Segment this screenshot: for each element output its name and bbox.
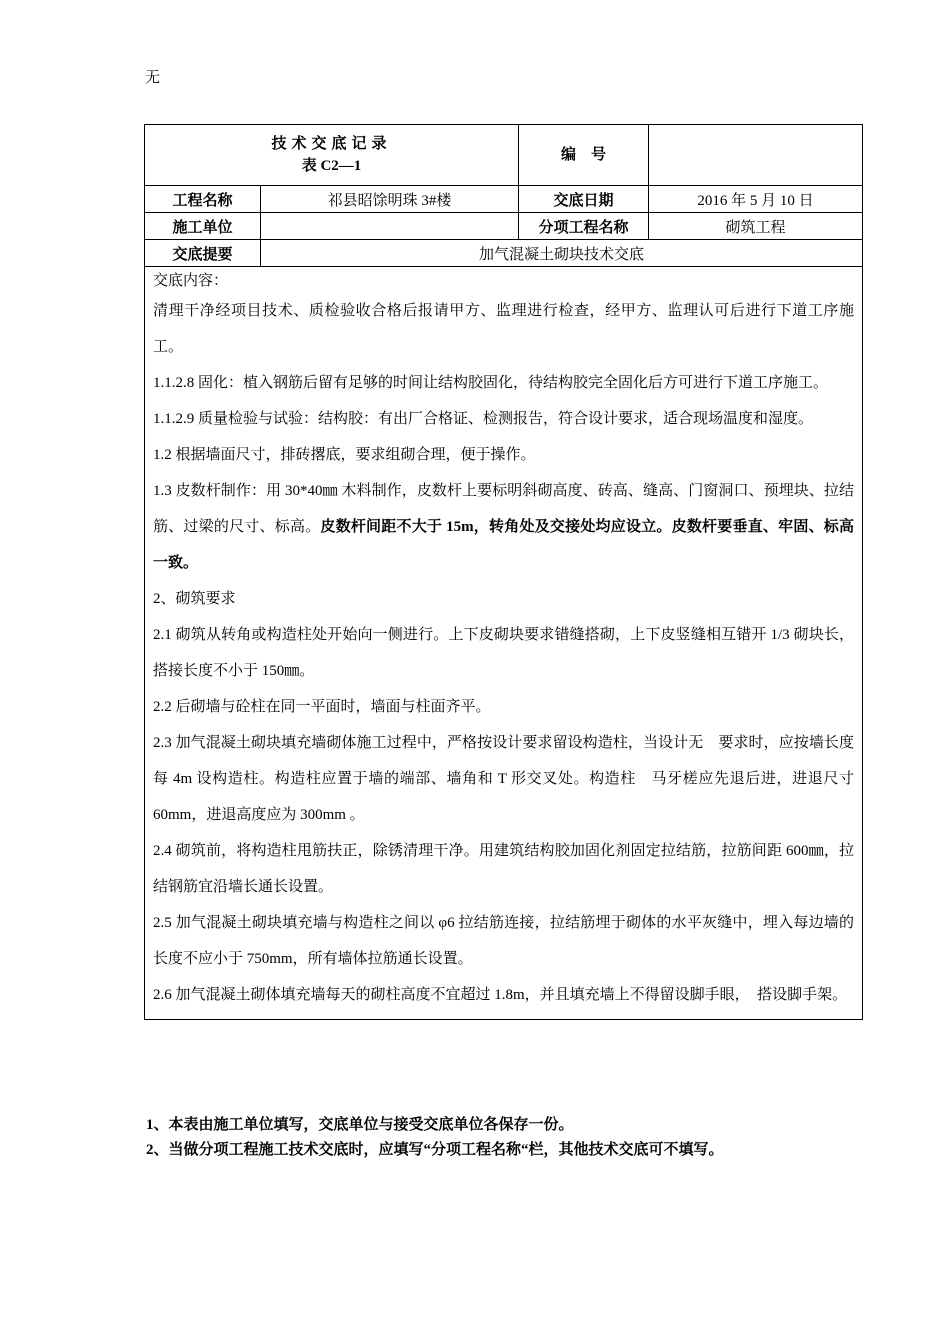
note-item: 1、本表由施工单位填写，交底单位与接受交底单位各保存一份。: [146, 1117, 574, 1133]
tech-briefing-form: [144, 124, 863, 1020]
form-notes: [146, 1113, 724, 1163]
summary-label: 交底提要: [145, 240, 261, 267]
summary-value[interactable]: 加气混凝土砌块技术交底: [261, 240, 863, 267]
content-paragraph: [153, 473, 854, 581]
unit-label: 施工单位: [145, 213, 261, 240]
form-title: 技术交底记录: [271, 136, 392, 152]
number-label: 编 号: [519, 125, 649, 186]
content-heading: 交底内容：: [153, 273, 229, 289]
content-paragraph: 2.6 加气混凝土砌体填充墙每天的砌柱高度不宜超过 1.8m，并且填充墙上不得留设脚手眼， 搭设脚手架。: [153, 987, 848, 1003]
section-heading: 2、砌筑要求: [153, 591, 236, 607]
sub-project-label: 分项工程名称: [519, 213, 649, 240]
note-item: 2、当做分项工程施工技术交底时，应填写“分项工程名称“栏，其他技术交底可不填写。: [146, 1142, 724, 1158]
content-paragraph: 1.2 根据墙面尺寸，排砖撂底，要求组砌合理，便于操作。: [153, 447, 536, 463]
number-value[interactable]: [649, 125, 863, 186]
content-paragraph: 2.5 加气混凝土砌块填充墙与构造柱之间以 φ6 拉结筋连接，拉结筋埋于砌体的水平灰缝中，埋入每边墙的长度不应小于 750mm，所有墙体拉筋通长设置。: [153, 915, 855, 967]
corner-text: 无: [145, 70, 161, 86]
project-name-label: 工程名称: [145, 186, 261, 213]
content-text: 1.3 皮数杆制作：用 30*40㎜ 木料制作，皮数杆上要标明斜砌高度、砖高、缝高、门窗洞口、预埋块、拉结筋、过梁的尺寸、标高。: [153, 483, 855, 535]
content-paragraph: 2.4 砌筑前，将构造柱甩筋扶正，除锈清理干净。用建筑结构胶加固化剂固定拉结筋，拉筋间距 600㎜，拉结钢筋宜沿墙长通长设置。: [153, 843, 855, 895]
date-label: 交底日期: [519, 186, 649, 213]
briefing-content: [145, 267, 863, 1020]
content-paragraph: 1.1.2.9 质量检验与试验：结构胶：有出厂合格证、检测报告，符合设计要求，适合现场温度和湿度。: [153, 411, 814, 427]
form-title-cell: [145, 125, 519, 186]
content-paragraph: 清理干净经项目技术、质检验收合格后报请甲方、监理进行检查，经甲方、监理认可后进行下道工序施工。: [153, 303, 855, 355]
unit-value[interactable]: [261, 213, 519, 240]
content-paragraph: 2.2 后砌墙与砼柱在同一平面时，墙面与柱面齐平。: [153, 699, 491, 715]
project-name-value[interactable]: 祁县昭馀明珠 3#楼: [261, 186, 519, 213]
content-paragraph: 2.1 砌筑从转角或构造柱处开始向一侧进行。上下皮砌块要求错缝搭砌，上下皮竖缝相互错开 1/3 砌块长，搭接长度不小于 150㎜。: [153, 627, 855, 679]
sub-project-value[interactable]: 砌筑工程: [649, 213, 863, 240]
date-value[interactable]: 2016 年 5 月 10 日: [649, 186, 863, 213]
content-paragraph: 1.1.2.8 固化：植入钢筋后留有足够的时间让结构胶固化，待结构胶完全固化后方可进行下道工序施工。: [153, 375, 829, 391]
content-paragraph: 2.3 加气混凝土砌块填充墙砌体施工过程中，严格按设计要求留设构造柱，当设计无 要求时，应按墙长度每 4m 设构造柱。构造柱应置于墙的端部、墙角和 T 形交叉处。构造柱 马牙槎应先退后进，进退尺寸 60mm，进退高度应为 300mm 。: [153, 735, 855, 823]
content-bold-text: 皮数杆间距不大于 15m，转角处及交接处均应设立。皮数杆要垂直、牢固、标高一致。: [153, 519, 855, 571]
form-number: 表 C2—1: [301, 158, 362, 174]
